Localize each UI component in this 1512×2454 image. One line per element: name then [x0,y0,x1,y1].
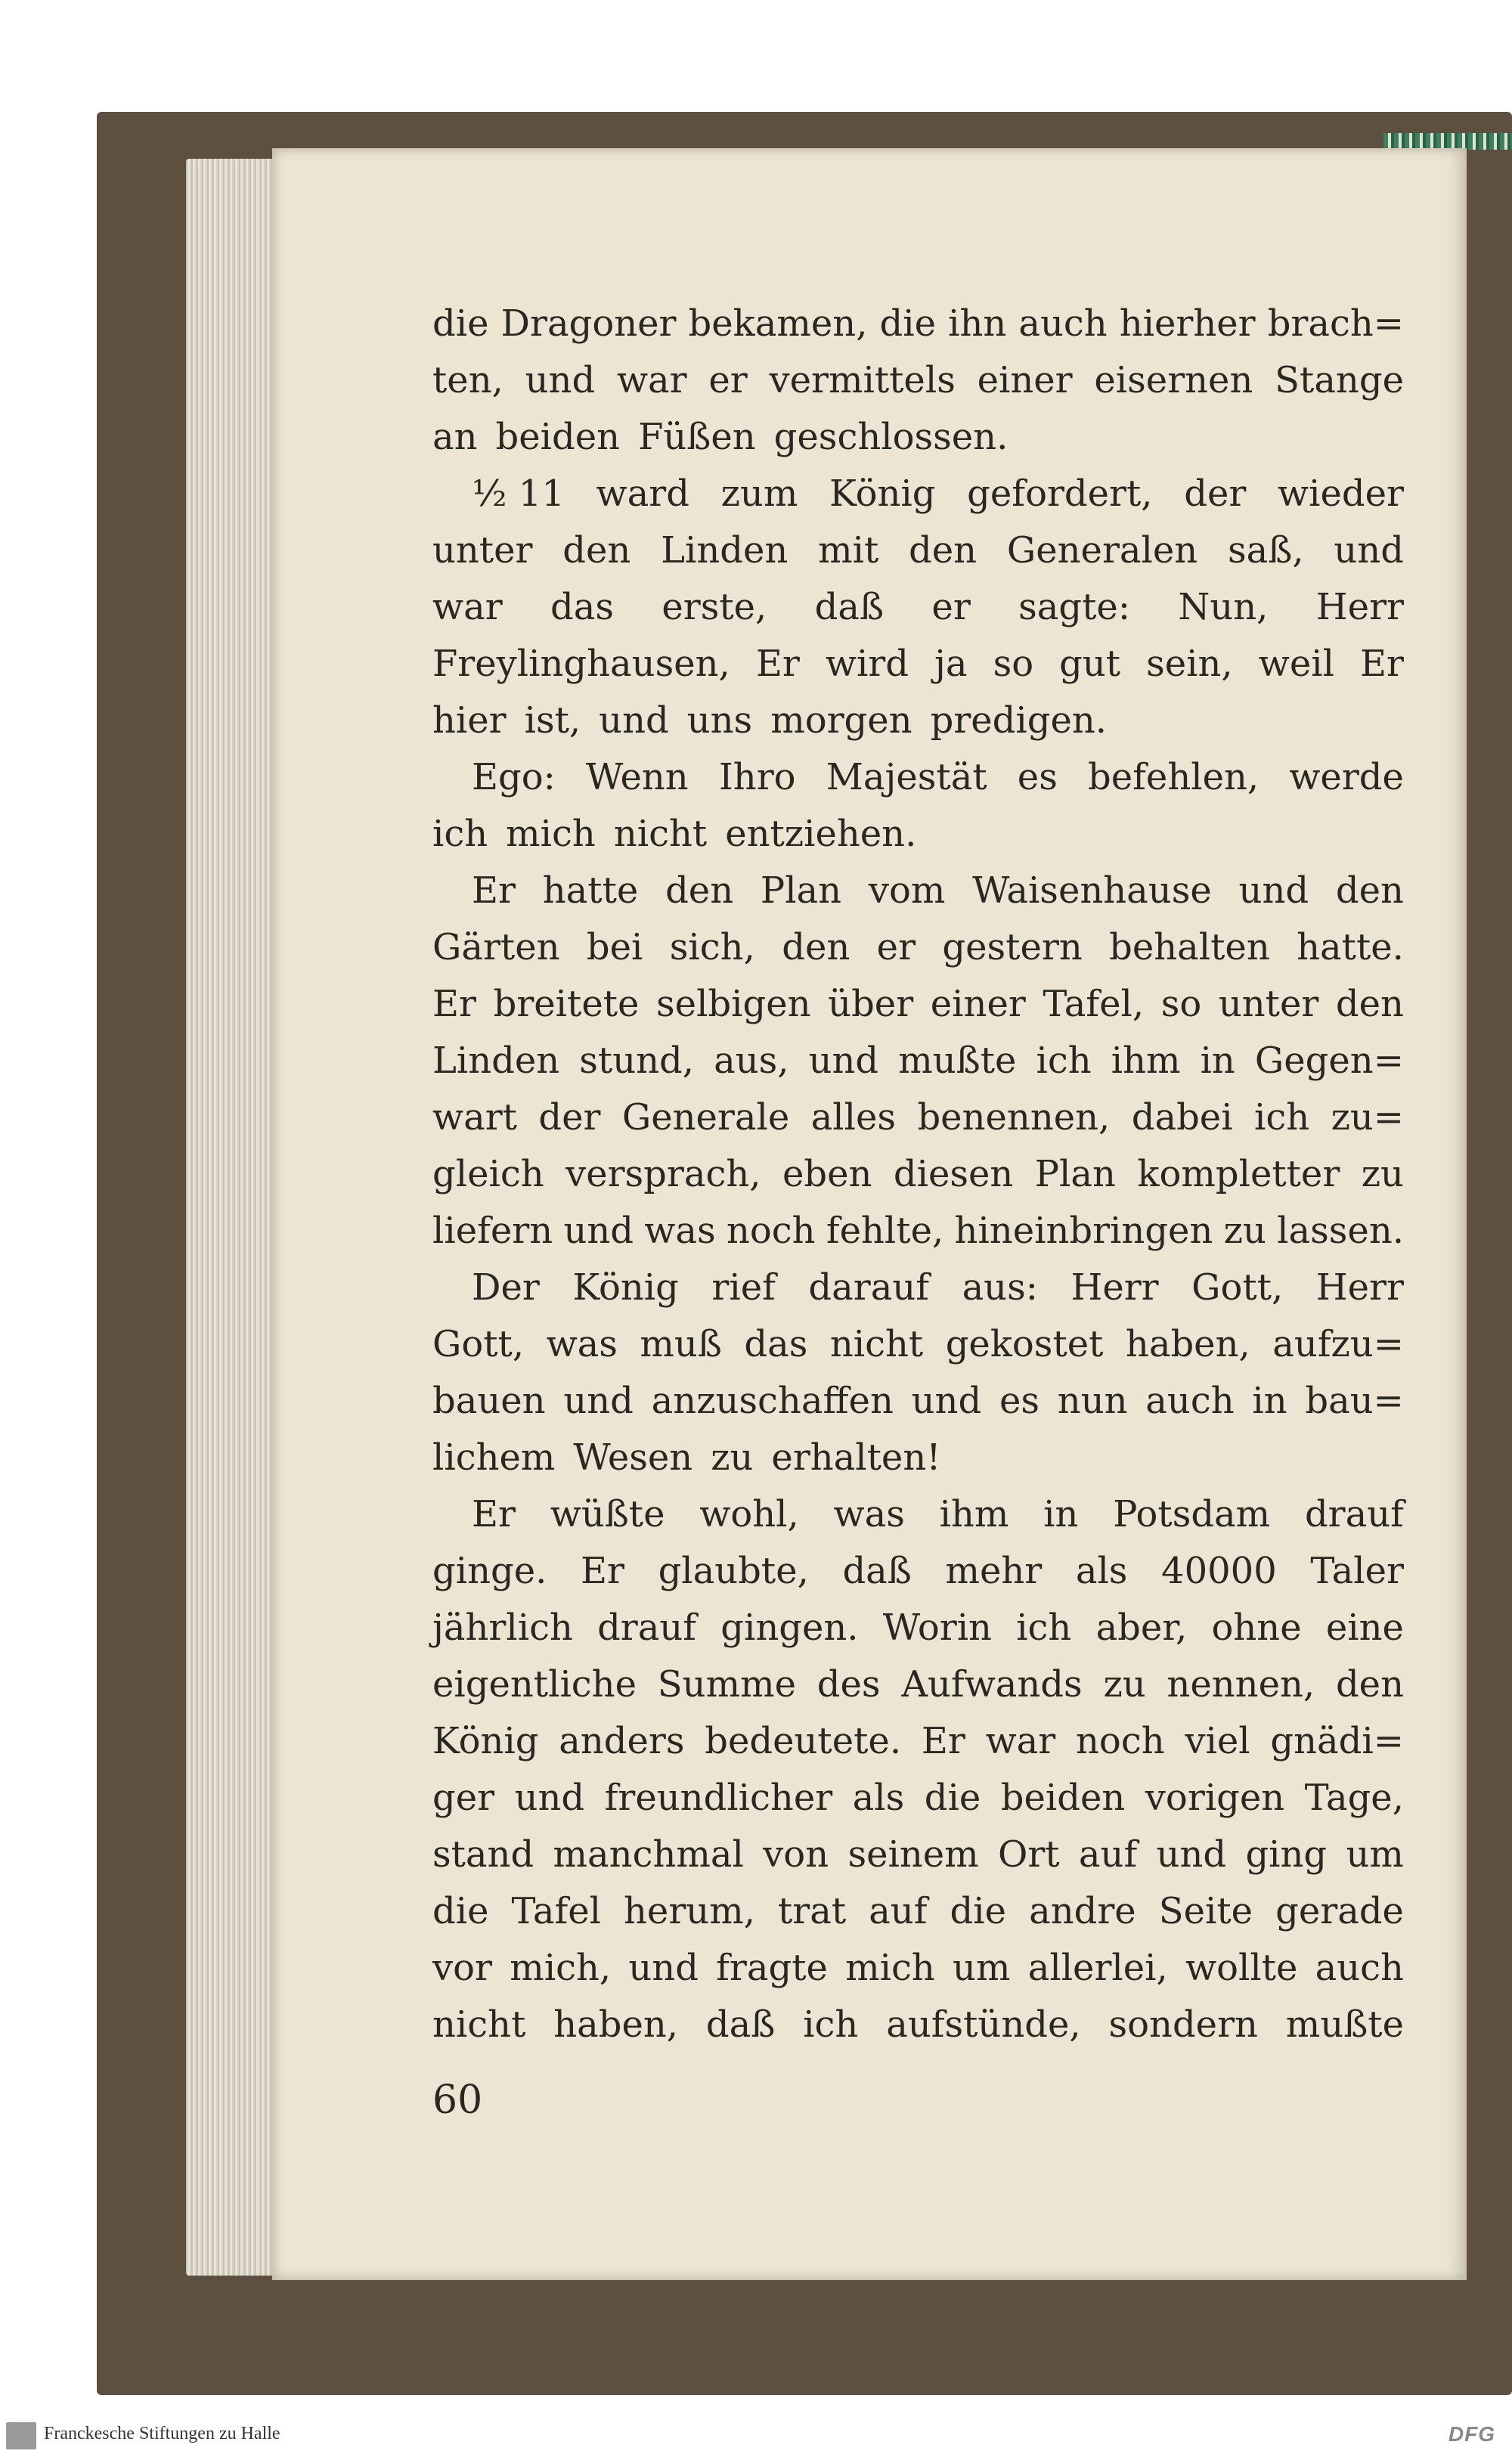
word: und [563,1209,634,1252]
word: ger [432,1776,495,1819]
word: so [1160,982,1202,1025]
word: sondern [1108,2003,1258,2046]
word: gerade [1275,1889,1404,1932]
word: die [924,1776,981,1819]
word: gnädi= [1270,1719,1404,1762]
text-line [432,1826,1404,1882]
text-line [432,1089,1404,1145]
word: Majestät [826,755,987,798]
word: sich, [669,925,755,968]
word: auch [1315,1946,1404,1989]
text-line [432,1996,1404,2053]
word: daß [842,1549,912,1592]
text-line [432,1315,1404,1372]
word: fragte [716,1946,828,1989]
word: was [644,1209,716,1252]
word: Linden [661,528,789,572]
word: entziehen. [725,812,917,855]
text-line [432,975,1404,1032]
word: geschlossen. [773,415,1009,458]
word: wollte [1185,1946,1298,1989]
word: was [833,1492,905,1535]
word: es [1017,755,1058,798]
word: Generalen [1006,528,1198,572]
word: und [1238,869,1309,912]
word: ich [1253,1095,1310,1139]
word: kompletter [1137,1152,1340,1195]
word: unter [1218,982,1319,1025]
word: mich [506,812,596,855]
word: bau= [1305,1379,1404,1422]
word: ihm [939,1492,1009,1535]
word: in [1252,1379,1287,1422]
word: viel [1185,1719,1250,1762]
word: daß [814,585,885,628]
word: Er [580,1549,624,1592]
word: so [993,642,1034,685]
text-line [432,578,1404,635]
text-line [432,1882,1404,1939]
word: gefordert, [967,472,1153,515]
word: den [1335,869,1404,912]
text-line [432,1032,1404,1089]
word: manchmal [553,1833,744,1876]
word: auf [1078,1833,1138,1876]
word: mit [818,528,879,572]
page-number: 60 [432,2078,483,2123]
word: beiden [1000,1776,1126,1819]
word: gekostet [945,1322,1104,1365]
word: mehr [945,1549,1043,1592]
word: Er [755,642,800,685]
word: Herr [1070,1266,1159,1309]
text-line [432,1599,1404,1656]
word: auch [1018,302,1108,345]
word: mich [845,1946,935,1989]
text-line [432,465,1404,522]
word: seinem [847,1833,979,1876]
word: an [432,415,478,458]
word: gut [1059,642,1121,685]
word: bedeutete. [705,1719,902,1762]
word: werde [1289,755,1404,798]
word: das [744,1322,808,1365]
word: die [879,302,937,345]
text-line [432,352,1404,408]
word: Herr [1315,585,1404,628]
word: lassen. [1277,1209,1404,1252]
text-line [432,692,1404,748]
spine-cloth-edge [1383,133,1512,150]
word: Aufwands [901,1662,1083,1706]
word: wieder [1278,472,1404,515]
word: wird [825,642,909,685]
word: zu [711,1436,754,1479]
word: einer [930,982,1026,1025]
word: er [876,925,916,968]
word: herum, [624,1889,755,1932]
word: über [828,982,914,1025]
word: noch [1076,1719,1165,1762]
word: ich [1036,1039,1092,1082]
text-line [432,1202,1404,1259]
word: Tafel, [1043,982,1145,1025]
word: uns [686,699,753,742]
word: aber, [1095,1606,1188,1649]
word: Wenn [586,755,689,798]
word: predigen. [930,699,1108,742]
word: befehlen, [1088,755,1259,798]
word: und [1334,528,1404,572]
text-line [432,1712,1404,1769]
word: Herr [1315,1266,1404,1309]
word: ist, [524,699,581,742]
word: um [953,1946,1011,1989]
word: der [1184,472,1247,515]
word: gleich [432,1152,544,1195]
word: was [546,1322,618,1365]
word: ja [934,642,968,685]
word: König [432,1719,539,1762]
word: ohne [1211,1606,1302,1649]
word: bauen [432,1379,546,1422]
word: mußte [898,1039,1017,1082]
word: vor [432,1946,492,1989]
word: beiden [495,415,621,458]
text-line [432,1939,1404,1996]
word: Ego: [472,755,556,798]
word: weil [1258,642,1334,685]
word: freundlicher [604,1776,833,1819]
word: König [572,1266,679,1309]
text-line [432,748,1404,805]
word: nun [1057,1379,1128,1422]
text-block [432,295,1404,2053]
word: glaubte, [658,1549,809,1592]
word: aufstünde, [886,2003,1081,2046]
text-line [432,862,1404,919]
footer-bar [0,2413,1512,2454]
word: die [432,1889,489,1932]
word: Seite [1158,1889,1253,1932]
word: erste, [662,585,767,628]
dfg-logo: DFG [1448,2422,1495,2446]
word: als [852,1776,905,1819]
word: eisernen [1094,358,1253,401]
word: zum [720,472,798,515]
word: zu= [1331,1095,1404,1139]
word: eben [782,1152,872,1195]
word: mußte [1285,2003,1404,2046]
word: ½ 11 [472,472,565,515]
word: drauf [1304,1492,1404,1535]
word: und [628,1946,699,1989]
text-line [432,295,1404,352]
word: Plan [1034,1152,1116,1195]
word: ich [803,2003,859,2046]
word: wüßte [550,1492,665,1535]
institution-name: Franckesche Stiftungen zu Halle [44,2424,280,2443]
word: wart [432,1095,517,1139]
word: alles [810,1095,897,1139]
word: ginge. [432,1549,547,1592]
word: Tafel [511,1889,601,1932]
word: gingen. [720,1606,859,1649]
word: ich [432,812,488,855]
word: andre [1029,1889,1136,1932]
word: aufzu= [1272,1322,1404,1365]
word: Summe [657,1662,797,1706]
text-line [432,1429,1404,1486]
word: den [1335,1662,1404,1706]
word: wohl, [699,1492,799,1535]
word: das [550,585,614,628]
word: aus, [714,1039,789,1082]
word: Waisenhause [972,869,1212,912]
word: hineinbringen [954,1209,1213,1252]
text-line [432,1372,1404,1429]
text-line [432,522,1404,578]
word: und [808,1039,879,1082]
word: diesen [893,1152,1014,1195]
text-line [432,1542,1404,1599]
word: trat [778,1889,847,1932]
word: hier [432,699,507,742]
word: auf [869,1889,928,1932]
word: muß [640,1322,722,1365]
text-line [432,1656,1404,1712]
word: in [1200,1039,1235,1082]
word: ward [596,472,689,515]
word: König [829,472,936,515]
word: Er [432,982,476,1025]
word: als [1075,1549,1128,1592]
word: erhalten! [771,1436,941,1479]
word: ich [1016,1606,1072,1649]
word: ten, [432,358,503,401]
word: den [562,528,631,572]
word: vorigen [1145,1776,1285,1819]
word: unter [432,528,533,572]
word: Er [1359,642,1404,685]
word: sagte: [1018,585,1130,628]
word: liefern [432,1209,553,1252]
word: die [950,1889,1007,1932]
word: Gott, [432,1322,525,1365]
word: er [931,585,971,628]
text-line [432,919,1404,975]
word: allerlei, [1027,1946,1168,1989]
word: mich, [510,1946,612,1989]
word: und [525,358,596,401]
word: den [665,869,734,912]
word: rief [711,1266,776,1309]
word: eigentliche [432,1662,637,1706]
word: nicht [613,812,708,855]
word: Generale [621,1095,790,1139]
word: den [909,528,978,572]
text-line [432,408,1404,465]
word: Gegen= [1254,1039,1404,1082]
word: eine [1325,1606,1404,1649]
word: drauf [597,1606,697,1649]
text-line [432,1486,1404,1542]
word: Linden [432,1039,560,1082]
word: auch [1145,1379,1235,1422]
word: Stange [1275,358,1404,401]
word: die [432,302,489,345]
word: haben, [553,2003,679,2046]
word: Ihro [718,755,796,798]
word: saß, [1228,528,1304,572]
word: Tage, [1304,1776,1404,1819]
word: hatte. [1297,925,1404,968]
word: zu [1103,1662,1146,1706]
word: Der [472,1266,540,1309]
text-line [432,635,1404,692]
word: Er [472,869,516,912]
institution-logo-icon [6,2422,36,2449]
word: war [616,358,687,401]
word: versprach, [565,1152,761,1195]
word: und [514,1776,585,1819]
word: vermittels [769,358,956,401]
word: vom [868,869,946,912]
word: morgen [770,699,912,742]
word: fehlte, [826,1209,944,1252]
word: Nun, [1178,585,1269,628]
word: war [985,1719,1056,1762]
word: Worin [882,1606,992,1649]
word: dabei [1131,1095,1233,1139]
word: ging [1245,1833,1328,1876]
word: und [599,699,669,742]
word: Füßen [638,415,756,458]
text-line [432,1259,1404,1315]
word: der [538,1095,601,1139]
word: und [1156,1833,1227,1876]
word: nicht [829,1322,924,1365]
text-line [432,1769,1404,1826]
word: Wesen [573,1436,693,1479]
word: den [1335,982,1404,1025]
word: Er [472,1492,516,1535]
word: er [708,358,748,401]
word: zu [1223,1209,1266,1252]
word: stund, [579,1039,694,1082]
word: daß [705,2003,776,2046]
word: den [782,925,850,968]
word: Taler [1310,1549,1404,1592]
word: bei [586,925,643,968]
word: und [911,1379,982,1422]
word: aus: [962,1266,1038,1309]
word: Potsdam [1113,1492,1271,1535]
word: gestern [942,925,1083,968]
word: Plan [760,869,842,912]
word: einer [977,358,1073,401]
word: behalten [1109,925,1270,968]
word: hierher [1119,302,1256,345]
word: zu [1361,1152,1404,1195]
word: noch [726,1209,816,1252]
word: von [763,1833,829,1876]
word: nicht [432,2003,526,2046]
word: in [1043,1492,1079,1535]
word: darauf [808,1266,930,1309]
text-line [432,1145,1404,1202]
word: anzuschaffen [651,1379,894,1422]
word: Gärten [432,925,560,968]
word: hatte [542,869,639,912]
word: es [999,1379,1040,1422]
word: Freylinghausen, [432,642,730,685]
word: um [1346,1833,1404,1876]
word: war [432,585,503,628]
word: Er [921,1719,965,1762]
word: haben, [1125,1322,1250,1365]
word: benennen, [917,1095,1111,1139]
word: breitete [493,982,640,1025]
word: sein, [1146,642,1233,685]
word: stand [432,1833,534,1876]
word: jährlich [432,1606,573,1649]
word: ihn [948,302,1007,345]
word: ihm [1111,1039,1181,1082]
word: und [563,1379,634,1422]
text-line [432,805,1404,862]
word: des [816,1662,881,1706]
word: Ort [998,1833,1060,1876]
word: nennen, [1167,1662,1315,1706]
word: brach= [1267,302,1404,345]
word: bekamen, [688,302,868,345]
word: Gott, [1191,1266,1284,1309]
word: selbigen [656,982,811,1025]
word: Dragoner [500,302,677,345]
word: 40000 [1161,1549,1277,1592]
word: lichem [432,1436,556,1479]
word: anders [559,1719,685,1762]
